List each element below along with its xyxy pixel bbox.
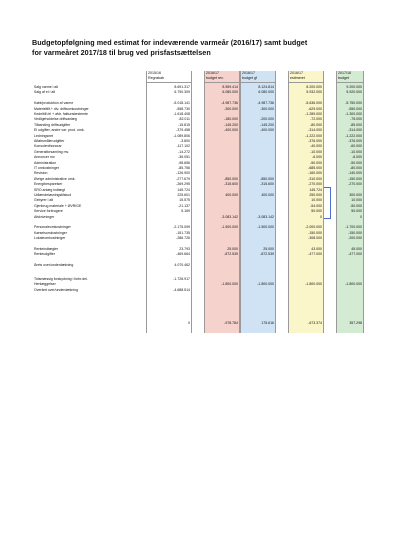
row-label: Udlændeløsningstilskud [34, 193, 72, 197]
row-value: -150.000 [348, 176, 362, 181]
row-value: -629.000 [308, 106, 322, 111]
document-title [32, 38, 372, 57]
row-label: Afløbsmålerudgifter [34, 139, 65, 143]
row-value: 5.932.000 [306, 90, 322, 95]
row-value: 50.000 [351, 209, 362, 214]
row-value: -72.000 [310, 117, 322, 122]
row-label: Årets over/underdækning [34, 263, 74, 268]
row-label: SRO anlæg indtægt [34, 187, 65, 192]
header-type: budget gf [242, 76, 257, 80]
row-value: -550.000 [348, 106, 362, 111]
row-value: -36.051 [178, 155, 190, 160]
row-label: Materieltilf.+ div. driftsomkostninger [34, 106, 89, 111]
row-value: -50.000 [350, 203, 362, 208]
row-label: Kedeltilf./el + afdr. fakturabestemte [34, 112, 88, 116]
row-value: -5.636.000 [305, 101, 322, 106]
header-2017-budget [336, 71, 364, 83]
row-label: IT omkostninger [34, 166, 60, 170]
header-2016-estimeret [288, 71, 324, 83]
row-value: -3.083.142 [221, 214, 238, 219]
row-value: 0 [360, 214, 362, 219]
row-label: Vedligeholdelse driftsanlæg [34, 117, 77, 122]
row-value: 250.000 [309, 193, 322, 197]
row-value: -1.800.000 [221, 282, 238, 287]
row-value: 8.691.317 [174, 85, 190, 89]
row-value: 400.000 [261, 193, 274, 197]
row-value: -872.539 [224, 252, 238, 257]
row-value: 145.724 [177, 187, 190, 192]
row-value: -376.000 [308, 139, 322, 143]
row-value: -1.800.000 [345, 282, 362, 287]
row-label: Tilbanding driftsudgifter [34, 122, 71, 127]
row-value: -1.500.000 [221, 225, 238, 230]
row-value: -200.000 [260, 117, 274, 122]
row-value: -1.300.000 [345, 112, 362, 116]
row-value: -10.000 [350, 149, 362, 154]
row-value: -200.000 [348, 236, 362, 241]
row-value: -6.000 [352, 155, 362, 160]
row-value: -477.000 [308, 252, 322, 257]
row-value: -14.272 [178, 149, 190, 154]
row-value: -4.987.736 [221, 101, 238, 106]
row-value: -6.000 [312, 155, 322, 160]
row-value: 6.080.000 [222, 90, 238, 95]
row-value: -5.018.141 [173, 101, 190, 106]
title-line-1: Budgetopfølgning med estimat for indeværende varmeår (2016/17) samt budget [32, 38, 308, 47]
row-value: -269.295 [176, 182, 190, 187]
row-value: 357.298 [349, 321, 362, 325]
row-value: 5.169 [181, 209, 190, 214]
row-value: -82.011 [178, 117, 190, 122]
row-value: -270.000 [308, 182, 322, 187]
row-label: Lokaleomkostninger [34, 236, 66, 241]
budget-table [34, 71, 364, 333]
row-value: 225.601 [177, 193, 190, 197]
row-value: -40.000 [310, 144, 322, 149]
row-value: -60.000 [350, 144, 362, 149]
row-label: Afskrivninger [34, 214, 55, 219]
row-value: -145.200 [224, 122, 238, 127]
header-type: Regnskab [148, 76, 165, 80]
row-value: -98.656 [178, 160, 190, 165]
row-value: -50.000 [310, 160, 322, 165]
row-value: -270.000 [348, 182, 362, 187]
row-value: -80.000 [310, 122, 322, 127]
row-value: 8.124.814 [258, 85, 274, 89]
row-value: -5.750.000 [345, 101, 362, 106]
row-value: -180.000 [224, 117, 238, 122]
header-year: 2016/17 [206, 71, 219, 75]
row-value: -1.618.408 [173, 112, 190, 116]
row-value: -1.700.000 [345, 225, 362, 230]
row-value: 175.616 [261, 321, 274, 325]
row-value: 50.000 [311, 209, 322, 214]
row-value: -160.000 [308, 171, 322, 176]
table-row [34, 270, 364, 275]
row-value: -126.900 [176, 171, 190, 176]
row-value: -1.800.000 [305, 282, 322, 287]
header-year: 2016/17 [290, 71, 303, 75]
row-value: -85.000 [350, 122, 362, 127]
row-label: Energibesparelser [34, 182, 63, 187]
header-type: budget [338, 76, 349, 80]
row-value: -3.800 [180, 139, 190, 143]
row-value: -1.500.000 [257, 225, 274, 230]
row-label: Annoncer mv. [34, 155, 56, 160]
row-value: -145.200 [260, 122, 274, 127]
row-value: -85.756 [178, 166, 190, 170]
row-value: -1.800.000 [257, 282, 274, 287]
row-value: -10.000 [310, 149, 322, 154]
row-value: 0 [320, 214, 322, 219]
row-value: -54.000 [310, 203, 322, 208]
title-line-2: for varmeåret 2017/18 til brug ved prisfastsættelsen [32, 47, 211, 57]
row-value: -315.600 [224, 182, 238, 187]
row-value: 8.200.000 [306, 85, 322, 89]
row-label: Henlæggelser [34, 282, 56, 287]
row-value: -1.222.000 [345, 133, 362, 138]
row-label: Kørselsomkostninger [34, 230, 67, 235]
row-label: Salg af el i alt [34, 90, 56, 95]
row-value: -300.000 [224, 106, 238, 111]
header-year: 2017/18 [338, 71, 351, 75]
row-value: -314.000 [308, 128, 322, 133]
row-value: -850.000 [224, 176, 238, 181]
row-label: Generalforsamling mv. [34, 149, 69, 154]
row-value: -3.083.142 [257, 214, 274, 219]
row-value: -1.289.000 [305, 112, 322, 116]
header-type: estimeret [290, 76, 305, 80]
row-value: -2.175.099 [173, 225, 190, 230]
row-value: -872.539 [260, 252, 274, 257]
row-value: -140.000 [348, 171, 362, 176]
row-value: -117.102 [176, 144, 190, 149]
row-label: Overført over/underdækning [34, 287, 78, 292]
row-label: Ledningsnet [34, 133, 54, 138]
row-value: -685.000 [308, 166, 322, 170]
row-value: 5.920.000 [346, 90, 362, 95]
row-value: -1.089.806 [173, 133, 190, 138]
header-year: 2015/16 [148, 71, 161, 75]
row-value: -277.679 [176, 176, 190, 181]
row-value: 4.070.462 [174, 263, 190, 268]
header-2016-budget-rev [204, 71, 240, 83]
table-row [34, 263, 364, 268]
row-label: Administration [34, 160, 57, 165]
row-value: -150.000 [308, 230, 322, 235]
row-value: 15.575 [179, 198, 190, 203]
row-label: Salg varme i alt [34, 85, 59, 89]
row-value: -15.815 [178, 122, 190, 127]
row-value: -151.735 [176, 230, 190, 235]
row-value: -80.000 [350, 166, 362, 170]
row-label: Renteindtægter [34, 247, 59, 251]
row-value: -673.374 [308, 321, 322, 325]
row-value: -978.784 [224, 321, 238, 325]
row-value: -315.600 [260, 182, 274, 187]
row-label: Service forbrugere [34, 209, 63, 214]
row-value: -400.000 [260, 128, 274, 133]
row-value: 9.200.000 [346, 85, 362, 89]
row-value: 23.793 [179, 247, 190, 251]
row-value: -558.730 [176, 106, 190, 111]
header-2016-budget-gf [240, 71, 276, 83]
row-value: -314.000 [348, 128, 362, 133]
row-value: 8.559.414 [222, 85, 238, 89]
row-value: 10.000 [311, 198, 322, 203]
row-label: Revision [34, 171, 48, 176]
row-value: -75.000 [350, 117, 362, 122]
row-label: Tidsmæssig forskydning i forbr.del. [34, 277, 88, 281]
row-value: -376.000 [348, 139, 362, 143]
row-value: -21.137 [178, 203, 190, 208]
row-value: 145.724 [309, 187, 322, 192]
row-value: 25.000 [263, 247, 274, 251]
row-value: 400.000 [225, 193, 238, 197]
row-value: 10.000 [351, 198, 362, 203]
row-value: -310.000 [308, 176, 322, 181]
row-label: El udgifter, andre var. prod. omk. [34, 128, 85, 133]
row-label: Personaleomkostninger [34, 225, 71, 230]
row-value: -2.000.000 [305, 225, 322, 230]
row-value: -308.000 [308, 236, 322, 241]
row-value: 25.000 [227, 247, 238, 251]
row-value: 300.000 [349, 193, 362, 197]
row-label: Gjenbrug materiale + ØVRIGE [34, 203, 82, 208]
row-label: Renteudgifter [34, 252, 56, 257]
row-value: -286.726 [176, 236, 190, 241]
row-value: 6.790.309 [174, 90, 190, 95]
row-value: -4.688.514 [173, 287, 190, 292]
row-label: Øvrige administrative omk. [34, 176, 76, 181]
row-value: 43.000 [311, 247, 322, 251]
row-label: Købt/produktion af varme [34, 101, 74, 106]
row-value: -50.000 [350, 160, 362, 165]
row-value: 45.000 [351, 247, 362, 251]
row-value: -379.458 [176, 128, 190, 133]
row-value: 6.080.000 [258, 90, 274, 95]
header-year: 2016/17 [242, 71, 255, 75]
row-value: -400.000 [224, 128, 238, 133]
row-value: -4.987.736 [257, 101, 274, 106]
header-type: budget rev. [206, 76, 224, 80]
row-label: Gebyrer i alt [34, 198, 54, 203]
row-value: -150.000 [348, 230, 362, 235]
row-label: Konsulenthonorar [34, 144, 62, 149]
table-row [34, 293, 364, 298]
row-value: -469.664 [176, 252, 190, 257]
row-value: -300.000 [260, 106, 274, 111]
row-value: -1.726.917 [173, 277, 190, 281]
row-value: 0 [188, 321, 190, 325]
row-value: -1.222.000 [305, 133, 322, 138]
annotation-bracket [324, 187, 331, 219]
row-value: -850.000 [260, 176, 274, 181]
table-row [34, 321, 364, 326]
row-value: -477.000 [348, 252, 362, 257]
header-2015-regnskab [146, 71, 192, 83]
